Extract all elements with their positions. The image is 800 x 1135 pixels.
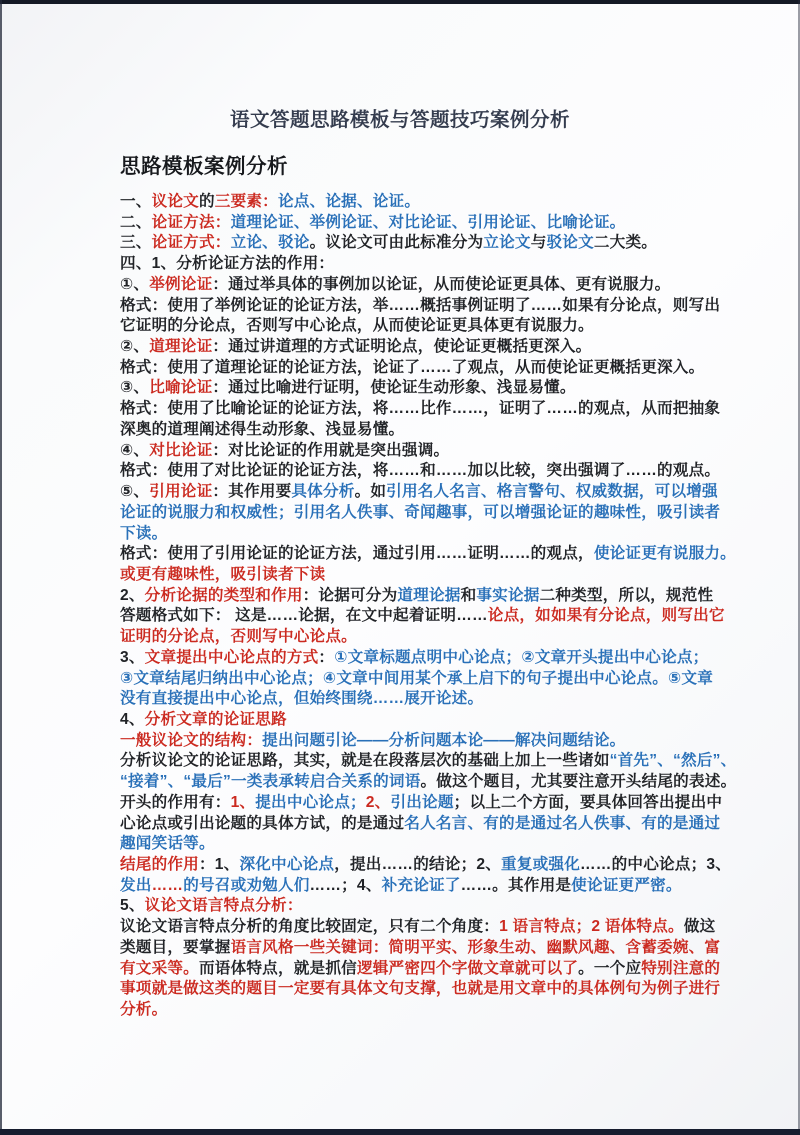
text-segment: 格式：使用了举例论证的论证方法，举……概括事例证明了……如果有分论点，则写出 xyxy=(120,296,721,314)
page-bottom-edge xyxy=(0,1129,800,1135)
text-segment: ③、 xyxy=(120,379,150,397)
text-segment: 它证明的分论点，否则写中心论点，从而使论证更具体更有说服力。 xyxy=(120,317,594,335)
text-segment: 。议论文可由此标准分为 xyxy=(309,234,484,252)
text-line xyxy=(120,938,721,959)
text-line xyxy=(120,689,700,710)
text-segment: ……。其作用是 xyxy=(460,876,572,894)
text-segment: 道理论证 xyxy=(149,338,213,356)
text-line xyxy=(120,420,700,441)
text-segment: 立论、驳论 xyxy=(230,234,310,252)
text-segment: 论证方式： xyxy=(151,234,231,252)
text-segment: 补充论证了 xyxy=(381,876,461,894)
text-segment: 引用论证 xyxy=(149,483,213,501)
text-segment: 使论证更有说服力。 xyxy=(593,545,736,563)
text-segment: 格式：使用了比喻论证的论证方法，将……比作……，证明了……的观点，从而把抽象 xyxy=(120,400,721,418)
text-segment: 类题目，要掌握 xyxy=(120,938,231,956)
text-segment: ：对比论证的作用就是突出强调。 xyxy=(212,441,450,459)
text-line xyxy=(120,669,713,690)
text-segment: 的 xyxy=(198,193,215,210)
text-line xyxy=(120,710,700,731)
text-segment: 二、 xyxy=(120,213,152,231)
text-line xyxy=(120,772,737,793)
text-line xyxy=(120,316,700,337)
text-segment: 的号召或劝勉人们 xyxy=(183,876,310,894)
text-segment: ：1、 xyxy=(198,856,240,873)
text-segment: 深化中心论点 xyxy=(239,856,335,873)
text-line xyxy=(120,814,721,835)
text-segment: 引用名人名言、格言警句、权威数据，可以增强 xyxy=(386,483,718,501)
text-segment: 一般议论文的结构： xyxy=(120,731,263,749)
text-segment: ：通过举具体的事例加以论证，从而使论证更具体、更有说服力。 xyxy=(212,275,671,293)
text-line xyxy=(120,275,700,296)
text-segment: 与 xyxy=(530,234,547,252)
text-line xyxy=(120,917,716,938)
text-segment: 提出问题引论——分析问题本论——解决问题结论。 xyxy=(262,731,626,749)
text-segment: ①文章标题点明中心论点；②文章开头提出中心论点； xyxy=(334,648,709,666)
text-segment: 证明的分论点，否则写中心论点。 xyxy=(120,628,357,646)
text-segment: 事项就是做这类的题目一定要有具体文句支撑，也就是用文章中的具体例句为例子进行 xyxy=(120,980,721,998)
text-segment: 引出论题 xyxy=(390,793,454,811)
text-segment: 3、 xyxy=(120,648,145,666)
text-segment: 驳论文 xyxy=(546,234,594,252)
text-segment: 2、 xyxy=(365,793,391,811)
text-segment: 三、 xyxy=(120,234,152,252)
text-segment: 。一个应 xyxy=(578,959,642,977)
text-line xyxy=(120,254,700,275)
text-line xyxy=(120,606,725,627)
text-segment: 分析文章的论证思路 xyxy=(144,710,287,728)
text-line xyxy=(120,296,721,317)
text-segment: 分析论据的类型和作用 xyxy=(144,586,303,604)
text-segment: 格式：使用了道理论证的论证方法，论证了……了观点，从而使论证更概括更深入。 xyxy=(120,358,705,376)
text-segment: 名人名言、有的是通过名人佚事、有的是通过 xyxy=(404,814,721,832)
text-segment: 举例论证 xyxy=(149,275,213,293)
page-left-edge xyxy=(0,0,2,1135)
text-segment: 道理论据 xyxy=(397,586,461,604)
text-segment: 2、 xyxy=(120,586,145,604)
text-line xyxy=(120,751,737,772)
page-top-edge xyxy=(0,0,800,4)
text-segment: 或更有趣味性，吸引读者下读 xyxy=(120,565,326,583)
document-title: 语文答题思路模板与答题技巧案例分析 xyxy=(229,109,570,131)
text-segment: 没有直接提出中心论点，但始终围绕……展开论述。 xyxy=(120,690,484,708)
text-line xyxy=(120,378,700,399)
text-segment: 四、1、分析论证方法的作用： xyxy=(120,255,335,273)
text-line xyxy=(120,959,721,980)
text-line xyxy=(120,503,721,524)
text-segment: 格式：使用了引用论证的论证方法，通过引用……证明……的观点， xyxy=(120,545,594,563)
text-segment: 论点、论据、论证。 xyxy=(277,193,421,210)
text-segment: 特别注意的 xyxy=(641,959,721,977)
text-segment: 事实论据 xyxy=(476,586,540,604)
text-segment: ，提出……的结论；2、 xyxy=(334,856,502,873)
text-segment: 深奥的道理阐述得生动形象、浅显易懂。 xyxy=(120,420,405,438)
text-segment: 逻辑严密四个字做文章就可以了 xyxy=(356,959,579,977)
text-segment: 论证的说服力和权威性；引用名人佚事、奇闻趣事，可以增强论证的趣味性，吸引读者 xyxy=(120,503,721,521)
text-segment: 答题格式如下： 这是……论据，在文中起着证明…… xyxy=(120,607,488,625)
text-line xyxy=(120,1000,700,1021)
text-segment: “首先”、“然后”、 xyxy=(609,752,737,770)
text-segment: 三要素： xyxy=(214,193,278,210)
text-segment: ：通过讲道理的方式证明论点，使论证更概括更深入。 xyxy=(212,338,592,356)
text-segment: ……的中心论点；3、 xyxy=(580,856,732,873)
text-segment: ：论据可分为 xyxy=(302,586,398,604)
text-segment: 和 xyxy=(460,586,477,604)
text-segment: 开头的作用有： xyxy=(120,793,231,811)
text-segment: 文章提出中心论点的方式 xyxy=(144,648,319,666)
text-segment: 1、 xyxy=(230,793,256,811)
text-segment: 二大类。 xyxy=(593,234,658,252)
text-segment: 提出中心论点； xyxy=(255,793,366,811)
text-line xyxy=(120,896,700,917)
text-line xyxy=(120,834,700,855)
text-segment: 二种类型，所以，规范性 xyxy=(539,586,714,604)
section-heading: 思路模板案例分析 xyxy=(120,155,288,178)
text-line xyxy=(120,876,700,897)
text-line xyxy=(120,399,721,420)
text-segment: 4、 xyxy=(120,710,145,728)
text-segment: 使论证更严密。 xyxy=(571,876,682,894)
text-segment: 分析议论文的论证思路，其实，就是在段落层次的基础上加上一些诸如 xyxy=(120,752,610,770)
text-segment: 道理论证、举例论证、对比论证、引用论证、比喻论证。 xyxy=(230,213,626,231)
text-segment: ④、 xyxy=(120,441,150,459)
text-segment: 比喻论证 xyxy=(149,379,213,397)
text-segment: 心论点或引出论题的具体方试，的是通过 xyxy=(120,814,405,832)
text-segment: 格式：使用了对比论证的论证方法，将……和……加以比较，突出强调了……的观点。 xyxy=(120,462,721,480)
text-line xyxy=(120,586,714,607)
text-segment: ……；4、 xyxy=(309,876,382,894)
text-segment: ：其作用要 xyxy=(212,483,292,501)
text-segment: ： xyxy=(318,648,335,666)
text-segment: 有文采等。 xyxy=(120,959,199,977)
text-line xyxy=(120,192,700,213)
text-line xyxy=(120,441,700,462)
text-segment: 论证方法： xyxy=(151,213,231,231)
text-segment: “接着”、“最后”一类表承转启合关系的词语 xyxy=(120,773,421,791)
text-segment: 一、 xyxy=(120,193,152,210)
text-segment: 结尾的作用 xyxy=(120,856,199,873)
text-segment: ②、 xyxy=(120,338,150,356)
text-segment: 分析。 xyxy=(120,1001,168,1019)
text-segment: 立论文 xyxy=(483,234,531,252)
text-segment: ①、 xyxy=(120,275,150,293)
text-segment: …… xyxy=(151,876,184,894)
text-segment: 趣闻笑话等。 xyxy=(120,835,215,853)
text-segment: ⑤、 xyxy=(120,483,150,501)
text-line xyxy=(120,337,700,358)
document-body xyxy=(120,192,737,1021)
text-line xyxy=(120,233,700,254)
text-line xyxy=(120,731,700,752)
text-line xyxy=(120,461,721,482)
text-segment: 1 语言特点；2 语体特点。 xyxy=(499,918,684,936)
text-segment: 而语体特点，就是抓信 xyxy=(198,959,357,977)
text-segment: ：通过比喻进行证明，使论证生动形象、浅显易懂。 xyxy=(212,379,576,397)
text-segment: 重复或强化 xyxy=(501,856,581,873)
text-segment: 发出 xyxy=(120,876,152,894)
text-line xyxy=(120,544,736,565)
text-segment: 下读。 xyxy=(120,524,168,542)
text-segment: 。如 xyxy=(354,483,387,501)
text-line xyxy=(120,627,700,648)
text-segment: 语言风格一些关键词：简明平实、形象生动、幽默风趣、含蓄委婉、富 xyxy=(230,938,721,956)
text-segment: 议论文语言特点分析的角度比较固定，只有二个角度： xyxy=(120,918,500,936)
text-line xyxy=(120,213,700,234)
text-line xyxy=(120,358,705,379)
text-segment: 做这 xyxy=(683,918,716,936)
text-segment: ；以上二个方面，要具体回答出提出中 xyxy=(453,793,723,811)
text-segment: 议论文 xyxy=(151,193,199,210)
text-segment: 。做这个题目，尤其要注意开头结尾的表述。 xyxy=(420,773,737,791)
text-segment: 具体分析 xyxy=(291,483,355,501)
text-line xyxy=(120,524,700,545)
text-segment: ③文章结尾归纳出中心论点；④文章中间用某个承上启下的句子提出中心论点。⑤文章 xyxy=(120,669,713,687)
text-line xyxy=(120,482,718,503)
text-segment: 议论文语言特点分析： xyxy=(144,897,303,915)
text-line xyxy=(120,565,700,586)
text-segment: 论点，如如果有分论点，则写出它 xyxy=(487,607,725,625)
text-segment: 5、 xyxy=(120,897,145,915)
text-line xyxy=(120,648,709,669)
text-line xyxy=(120,979,721,1000)
text-segment: 对比论证 xyxy=(149,441,213,459)
text-line xyxy=(120,855,732,876)
text-line xyxy=(120,793,723,814)
